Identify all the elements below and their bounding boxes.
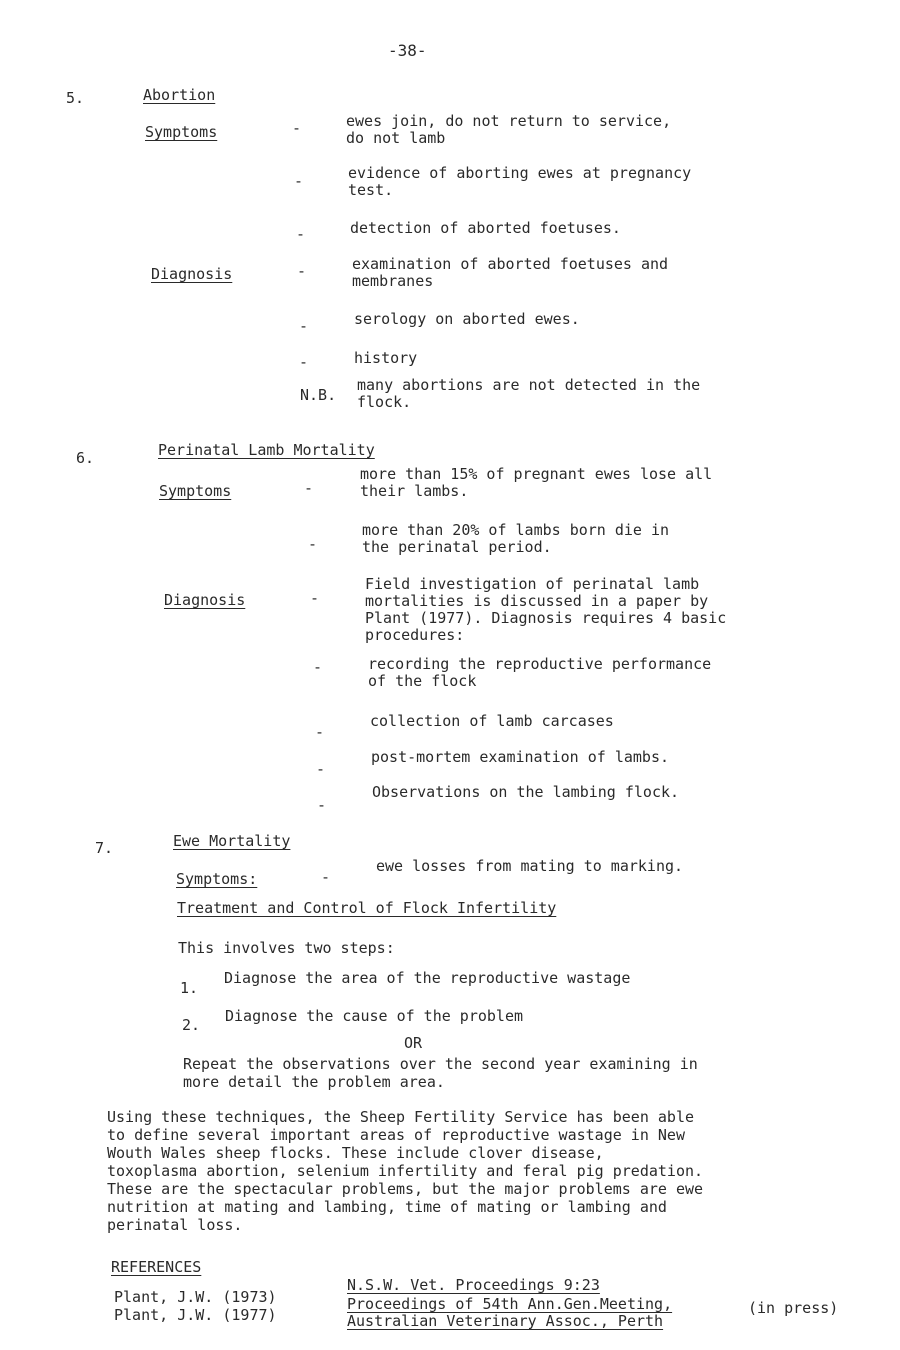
s6-procedure-4: Observations on the lambing flock. — [372, 783, 680, 801]
s6-dash-3: - — [310, 589, 320, 607]
s5-symptom-2: evidence of aborting ewes at pregnancy test. — [348, 164, 692, 199]
s6-dash-7: - — [317, 796, 327, 814]
s6-dash-5: - — [315, 723, 325, 741]
s6-dash-6: - — [316, 760, 326, 778]
reference-2-source-line1: Proceedings of 54th Ann.Gen.Meeting, — [347, 1295, 673, 1313]
or-text: OR — [404, 1034, 423, 1052]
s5-symptom-3: detection of aborted foetuses. — [350, 219, 621, 237]
s7-symptoms-label: Symptoms: — [176, 870, 258, 888]
references-heading: REFERENCES — [111, 1258, 202, 1276]
reference-2-note: (in press) — [748, 1299, 839, 1317]
s6-dash-4: - — [313, 658, 323, 676]
s5-symptom-1: ewes join, do not return to service, do not lamb — [346, 112, 672, 147]
s6-procedure-3: post-mortem examination of lambs. — [371, 748, 670, 766]
s7-symptom-1: ewe losses from mating to marking. — [376, 857, 684, 875]
step-1-text: Diagnose the area of the reproductive wastage — [224, 969, 631, 987]
reference-1-source: N.S.W. Vet. Proceedings 9:23 — [347, 1276, 600, 1294]
s5-dash-6: - — [299, 353, 309, 371]
s6-symptoms-label: Symptoms — [159, 482, 232, 500]
s5-nb-label: N.B. — [300, 386, 337, 404]
treatment-intro: This involves two steps: — [178, 939, 395, 957]
s6-dash-1: - — [304, 479, 314, 497]
s5-dash-3: - — [296, 225, 306, 243]
s5-diagnosis-3: history — [354, 349, 418, 367]
s6-diagnosis-label: Diagnosis — [164, 591, 246, 609]
step-2-number: 2. — [182, 1016, 201, 1034]
s6-dash-2: - — [308, 535, 318, 553]
treatment-title: Treatment and Control of Flock Infertility — [177, 899, 557, 917]
page-number: -38- — [388, 41, 427, 60]
s6-procedure-1: recording the reproductive performance of the flock — [368, 655, 712, 690]
s5-diagnosis-1: examination of aborted foetuses and membranes — [352, 255, 669, 290]
reference-2-source-line2: Australian Veterinary Assoc., Perth — [347, 1312, 664, 1330]
step-2-text: Diagnose the cause of the problem — [225, 1007, 524, 1025]
summary-paragraph: Using these techniques, the Sheep Fertility Service has been able to define several important areas of reproductive wastage in New Wouth Wales sheep flocks. These include clover disease, toxoplasma abortion, selenium infertility and feral pig predation. These are the spectacular problems, but the major problems are ewe nutrition at mating and lambing, time of mating or lambing and perinatal loss. — [107, 1108, 704, 1234]
s5-diagnosis-2: serology on aborted ewes. — [354, 310, 580, 328]
section-5-title: Abortion — [143, 86, 216, 104]
section-6-title: Perinatal Lamb Mortality — [158, 441, 375, 459]
repeat-text: Repeat the observations over the second year examining in more detail the problem area. — [183, 1055, 698, 1091]
section-6-number: 6. — [76, 449, 95, 467]
section-7-number: 7. — [95, 839, 114, 857]
section-7-title: Ewe Mortality — [173, 832, 291, 850]
section-5-number: 5. — [66, 89, 85, 107]
reference-2-author: Plant, J.W. (1977) — [114, 1306, 277, 1324]
s6-diagnosis-intro: Field investigation of perinatal lamb mortalities is discussed in a paper by Plant (1977). Diagnosis requires 4 basic procedures: — [365, 575, 727, 644]
s5-dash-1: - — [292, 119, 302, 137]
s5-diagnosis-label: Diagnosis — [151, 265, 233, 283]
s5-dash-4: - — [297, 262, 307, 280]
s5-nb-text: many abortions are not detected in the flock. — [357, 376, 701, 411]
s5-dash-5: - — [299, 317, 309, 335]
step-1-number: 1. — [180, 979, 199, 997]
s5-symptoms-label: Symptoms — [145, 123, 218, 141]
s5-dash-2: - — [294, 172, 304, 190]
s6-symptom-2: more than 20% of lambs born die in the perinatal period. — [362, 521, 670, 556]
reference-1-author: Plant, J.W. (1973) — [114, 1288, 277, 1306]
s6-procedure-2: collection of lamb carcases — [370, 712, 614, 730]
s7-dash-1: - — [321, 868, 331, 886]
s6-symptom-1: more than 15% of pregnant ewes lose all their lambs. — [360, 465, 713, 500]
